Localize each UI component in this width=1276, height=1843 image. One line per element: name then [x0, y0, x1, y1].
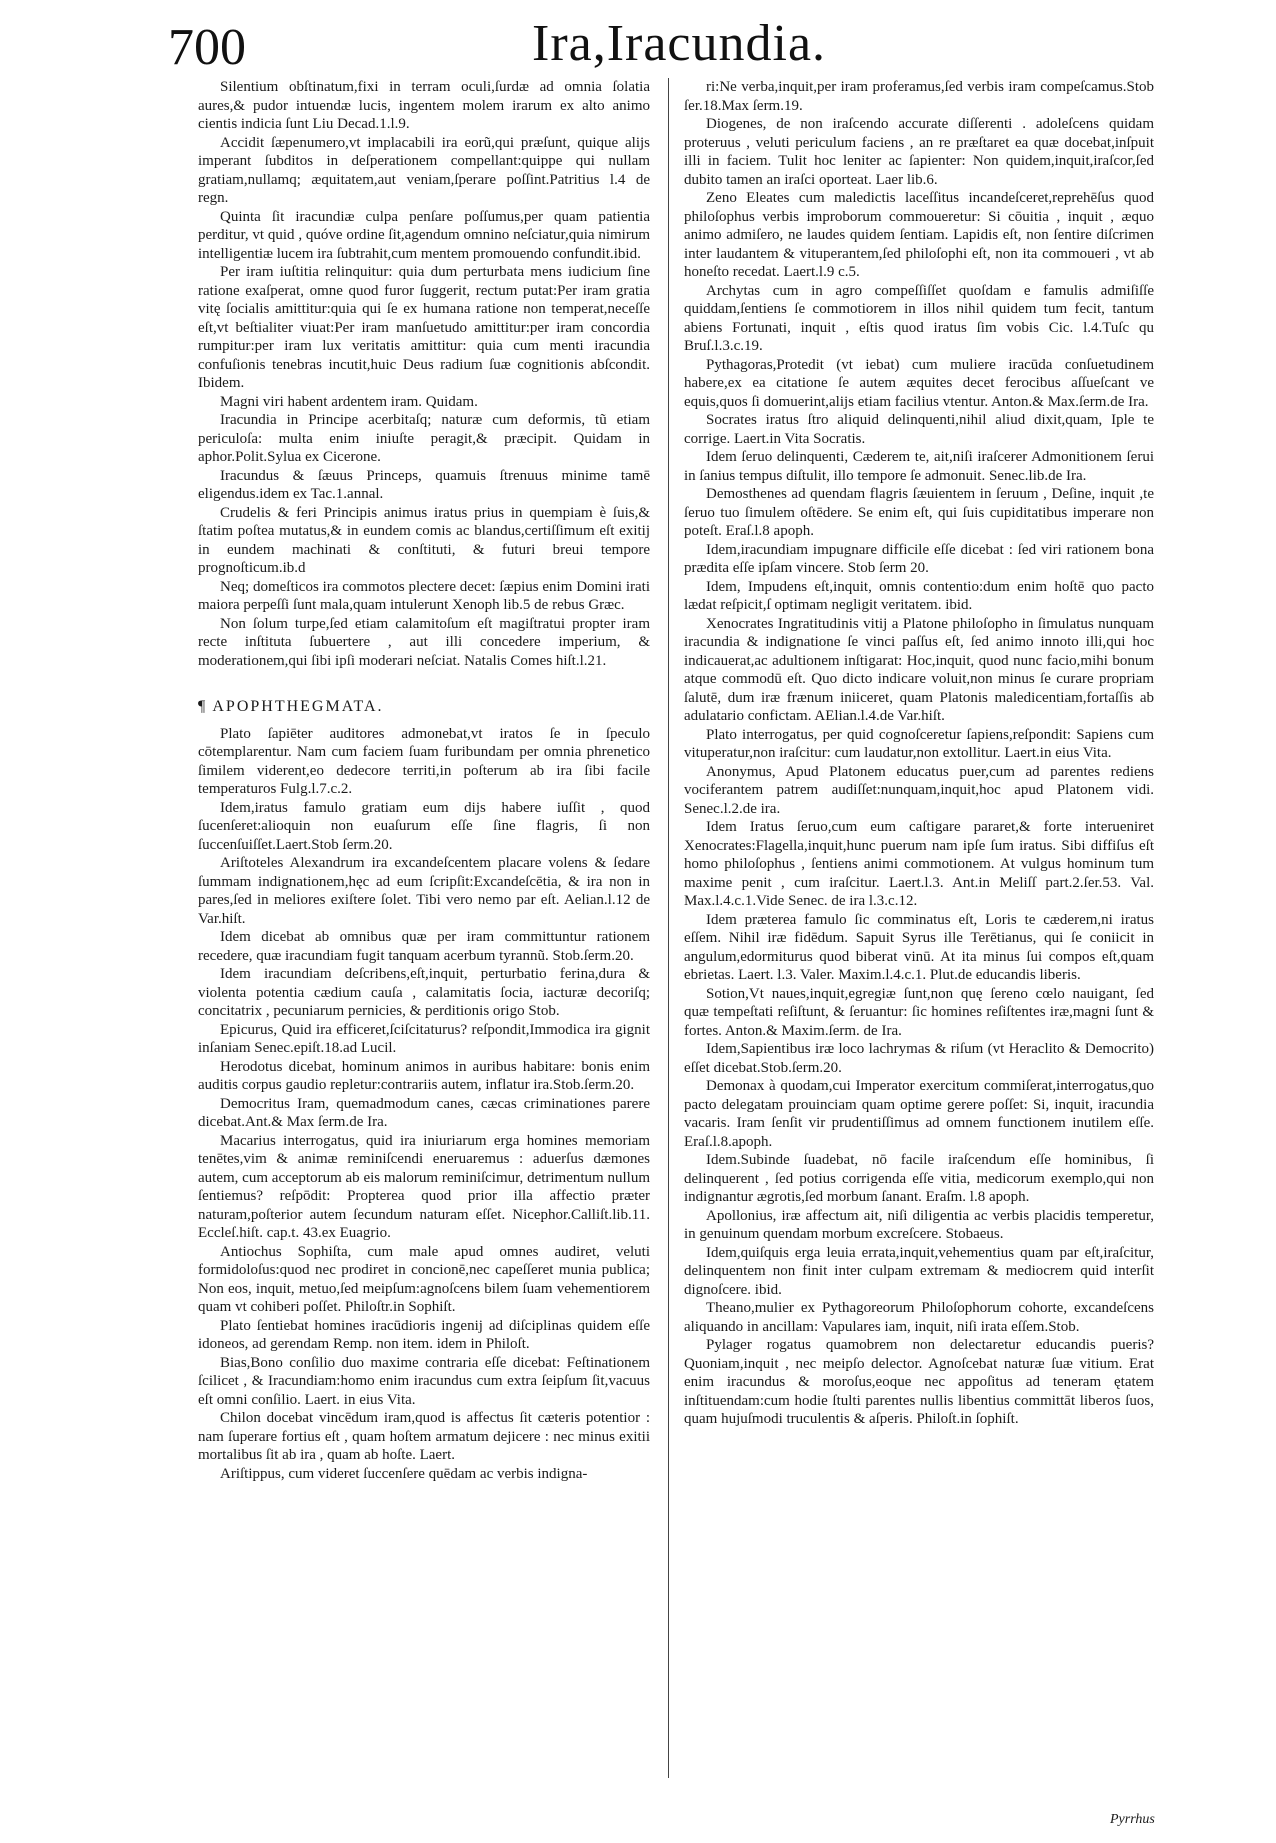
paragraph: Pylager rogatus quamobrem non delectaretur educandis pueris? Quoniam,inquit , nec meipſo delector. Agnoſcebat naturæ ſuæ vitium. Erat enim iracundus & moroſus,eoque nec appoſitus ad teneram ętatem inſtituendam:cum hodie ſtulti parentes nullis libentius committāt liberos ſuos, quam hujuſmodi truculentis & aſperis. Philoſt.in ſophiſt. — [684, 1337, 1154, 1427]
paragraph: Pythagoras,Protedit (vt iebat) cum muliere iracūda conſuetudinem habere,ex ea citatione ſe autem æquites decet ferocibus aſſueſcant ve equis,quos ſi domuerint,alijs etiam facilius vtentur. Anton.& Max.ſerm.de Ira. — [684, 356, 1154, 410]
paragraph: Zeno Eleates cum maledictis laceſſitus incandeſceret,reprehēſus quod philoſophus verbis improborum commoueretur: Si cōuitia , inquit , æquo animo admiſero, ne laudes quidem ſentiam. Lapidis eſt, non ſentire diſcrimen inter laudantem & vituperantem,ſed philoſophi eſt, non ita commoueri , vt ab honeſto recedat. Laert.l.9 c.5. — [684, 190, 1154, 280]
paragraph: Quinta ſit iracundiæ culpa penſare poſſumus,per quam patientia perditur, vt quid , quóve ordine ſit,agendum omnino neſciatur,quia nimirum intelligentiæ lucem ira ſubtrahit,cum mentem promouendo confundit.ibid. — [198, 208, 650, 262]
paragraph: Plato interrogatus, per quid cognoſceretur ſapiens,reſpondit: Sapiens cum vituperatur,non iraſcitur: cum laudatur,non extollitur. Laert.in eius Vita. — [684, 726, 1154, 761]
paragraph: Iracundia in Principe acerbitaſq; naturæ cum deformis, tũ etiam periculoſa: multa enim iniuſte peragit,& præcipit. Quidam in aphor.Polit.Sylua ex Cicerone. — [198, 412, 650, 465]
paragraph: Idem,iratus famulo gratiam eum dijs habere iuſſit , quod ſucenſeret:alioquin non euaſurum eſſe ſine flagris, ſi non ſuccenſuiſſet.Laert.Stob ſerm.20. — [198, 799, 650, 853]
paragraph: Idem,iracundiam impugnare difficile eſſe dicebat : ſed viri rationem bona prædita eſſe ipſam vincere. Stob ſerm 20. — [684, 541, 1154, 576]
paragraph: Chilon docebat vincēdum iram,quod is affectus ſit cæteris potentior : nam ſuperare fortius eſt , quam hoſtem armatum dejicere : nec minus exitii mortalibus ſit ab ira , quam ab hoſte. Laert. — [198, 1410, 650, 1463]
running-title: Ira,Iracundia. — [532, 15, 827, 72]
paragraph: Bias,Bono conſilio duo maxime contraria eſſe dicebat: Feſtinationem ſcilicet , & Iracundiam:homo enim iracundus cum extra ſeipſum ſit,vacuus eſt omni conſilio. Laert. in eius Vita. — [198, 1354, 650, 1408]
paragraph: Idem præterea famulo ſic comminatus eſt, Loris te cæderem,ni iratus eſſem. Nihil iræ fidēdum. Sapuit Syrus ille Terētianus, qui ſe coniicit in angulum,edormiturus quod biberat vinū. At ita minus ſui compos eſt,quam ebrietas. Laert. l.3. Valer. Maxim.l.4.c.1. Plut.de educandis liberis. — [684, 911, 1154, 983]
right-column — [684, 78, 1154, 1429]
paragraph: Accidit ſæpenumero,vt implacabili ira eorũ,qui præſunt, quique alijs imperant ſubditos in deſperationem compellant:quippe qui nullam gratiam,nullamq; æquitatem,aut veniam,ſperare poſſint.Patritius l.4 de regn. — [198, 134, 650, 206]
paragraph: Theano,mulier ex Pythagoreorum Philoſophorum cohorte, excandeſcens aliquando in ancillam: Vapulares iam, inquit, niſi irata eſſem.Stob. — [684, 1300, 1154, 1335]
paragraph: Demosthenes ad quendam flagris ſæuientem in ſeruum , Deſine, inquit ,te ſeruo tuo ſimulem oſtēdere. Se enim eſt, qui ſuis cupiditatibus imperare non poteſt. Eraſ.l.8 apoph. — [684, 486, 1154, 539]
paragraph: Idem Iratus ſeruo,cum eum caſtigare pararet,& forte interueniret Xenocrates:Flagella,inquit,hunc puerum nam ipſe ſum iratus. Sibi diffiſus eſt homo philoſophus , ſentiens animi commotionem. At vulgus hominum tum maxime penit , cum iraſcitur. Laert.l.3. Ant.in Meliſſ part.2.ſer.53. Val. Max.l.4.c.1.Vide Senec. de ira l.3.c.12. — [684, 819, 1154, 909]
paragraph: Socrates iratus ſtro aliquid delinquenti,nihil aliud dixit,quam, Iple te corrige. Laert.in Vita Socratis. — [684, 412, 1154, 447]
paragraph: Democritus Iram, quemadmodum canes, cæcas criminationes parere dicebat.Ant.& Max ſerm.de Ira. — [198, 1095, 650, 1130]
paragraph: Plato ſapiēter auditores admonebat,vt iratos ſe in ſpeculo cōtemplarentur. Nam cum faciem ſuam furibundam per omnia phrenetico ſimilem viderent,eo dedecore territi,in poſterum ab ira ſibi facile temperaturos Fulg.l.7.c.2. — [198, 725, 650, 797]
column-divider — [668, 78, 669, 1778]
paragraph: Demonax à quodam,cui Imperator exercitum commiſerat,interrogatus,quo pacto delegatam prouinciam quam optime gerere poſſet: Si, inquit, iracundia vacaris. Iram ſenſit vir prudentiſſimus ad omnem functionem inutilem eſſe. Eraſ.l.8.apoph. — [684, 1078, 1154, 1150]
section-heading: ¶ APOPHTHEGMATA. — [198, 698, 384, 715]
paragraph: Antiochus Sophiſta, cum male apud omnes audiret, veluti formidoloſus:quod nec prodiret in concionē,nec capeſſeret munia publica; Non eos, inquit, metuo,ſed meipſum:agnoſcens bilem ſuam vehementiorem quam vt cohiberi poſſet. Philoſtr.in Sophiſt. — [198, 1243, 650, 1315]
paragraph: Idem.Subinde ſuadebat, nō facile iraſcendum eſſe hominibus, ſi delinquerent , ſed potius corrigenda eſſe vitia, medicorum exemplo,qui non indignantur ægrotis,ſed morbum ſanant. Eraſm. l.8 apoph. — [684, 1152, 1154, 1205]
paragraph: Neq; domeſticos ira commotos plectere decet: ſæpius enim Domini irati maiora perpeſſi ſunt mala,quam intulerunt Xenoph lib.5 de rebus Græc. — [198, 578, 650, 613]
paragraph: Idem, Impudens eſt,inquit, omnis contentio:dum enim hoſtē quo pacto lædat reſpicit,ſ optimam negligit veritatem. ibid. — [684, 578, 1154, 613]
paragraph: Epicurus, Quid ira efficeret,ſciſcitaturus? reſpondit,Immodica ira gignit inſaniam Senec.epiſt.18.ad Lucil. — [198, 1021, 650, 1056]
paragraph: Anonymus, Apud Platonem educatus puer,cum ad parentes rediens vociferantem patrem audiſſet:nunquam,inquit,hoc apud Platonem vidi. Senec.l.2.de ira. — [684, 763, 1154, 817]
paragraph: Plato ſentiebat homines iracūdioris ingenij ad diſciplinas quidem eſſe idoneos, ad gerendam Remp. non item. idem in Philoſt. — [198, 1317, 650, 1352]
paragraph: Ariſtoteles Alexandrum ira excandeſcentem placare volens & ſedare ſummam indignationem,hęc ad eum ſcripſit:Excandeſcētia, & ira non in pares,ſed in meliores exiſtere ſolet. Tibi vero nemo par eſt. Aelian.l.12 de Var.hiſt. — [198, 855, 650, 927]
paragraph: Idem dicebat ab omnibus quæ per iram committuntur rationem recedere, quæ iracundiam fugit tanquam acerbum tyrannũ. Stob.ſerm.20. — [198, 929, 650, 964]
paragraph: Diogenes, de non iraſcendo accurate diſſerenti . adoleſcens quidam proteruus , veluti periculum faciens , an re præſtaret ea quæ docebat,inſpuit illi in faciem. Tulit hoc leniter ac ſapienter: Non quidem,inquit,iraſcor,ſed dubito tamen an iraſci oporteat. Laer lib.6. — [684, 116, 1154, 188]
paragraph: Iracundus & ſæuus Princeps, quamuis ſtrenuus minime tamē eligendus.idem ex Tac.1.annal. — [198, 467, 650, 502]
paragraph: Per iram iuſtitia relinquitur: quia dum perturbata mens iudicium ſine ratione exaſperat, omne quod furor ſuggerit, rectum putat:Per iram gratia vitę ſocialis amittitur:quia qui ſe ex humana ratione non temperat,neceſſe eſt,vt beſtialiter viuat:Per iram manſuetudo amittitur:per iram concordia rumpitur:per iram lux veritatis amittitur: quia cum menti iracundia confuſionis tenebras incutit,huic Deus radium ſuæ cognitionis abſcondit. Ibidem. — [198, 264, 650, 391]
paragraph: Xenocrates Ingratitudinis vitij a Platone philoſopho in ſimulatus nunquam iracundia & indignatione ſe vinci paſſus eſt, ſed animo innoto illi,qui hoc indicauerat,ac adultionem inſtigarat: Hoc,inquit, quod nunc facio,mihi bonum atque commodū eſt. Quo dicto indicare voluit,non minus ſe curare propriam ſalutē, dum iræ frænum iniiceret, quam Platonis maledicentiam,fortaſſis ab adulatario confictam. AElian.l.4.de Var.hiſt. — [684, 615, 1154, 724]
paragraph: Archytas cum in agro compeſſiſſet quoſdam e famulis admiſiſſe quiddam,ſentiens ſe commotiorem in illos nihil quidem tum fecit, tantum abiens Fortunati, inquit , eſtis quod iratus ſim vobis Cic. l.4.Tuſc qu Bruſ.l.3.c.19. — [684, 282, 1154, 354]
paragraph: Idem,Sapientibus iræ loco lachrymas & riſum (vt Heraclito & Democrito) eſſet dicebat.Stob.ſerm.20. — [684, 1041, 1154, 1076]
paragraph: Macarius interrogatus, quid ira iniuriarum erga homines memoriam tenētes,vim & animæ reminiſcendi eneruaremus : aduerſus dæmones autem, cum acceptorum ab eis malorum reminiſcimur, detrimentum nullum ſentiemus? reſpōdit: Propterea quod prior illa affectio præter naturam,poſterior autem ſecundum naturam eſſet. Nicephor.Calliſt.lib.11. Eccleſ.hiſt. cap.t. 43.ex Euagrio. — [198, 1132, 650, 1241]
paragraph: Idem ſeruo delinquenti, Cæderem te, ait,niſi iraſcerer Admonitionem ſerui in ſanius tempus diſtulit, illo tempore ſe admonuit. Senec.lib.de Ira. — [684, 449, 1154, 484]
paragraph: Apollonius, iræ affectum ait, niſi diligentia ac verbis placidis temperetur, in genuinum quendam morbum excreſcere. Stobaeus. — [684, 1207, 1154, 1242]
paragraph: ri:Ne verba,inquit,per iram proferamus,ſed verbis iram compeſcamus.Stob ſer.18.Max ſerm.19. — [684, 79, 1154, 114]
left-column — [198, 78, 650, 1483]
paragraph: Ariſtippus, cum videret ſuccenſere quēdam ac verbis indigna- — [220, 1465, 588, 1482]
paragraph: Magni viri habent ardentem iram. Quidam. — [220, 393, 478, 410]
paragraph: Silentium obſtinatum,fixi in terram oculi,ſurdæ ad omnia ſolatia aures,& pudor intuendæ lucis, ingentem molem irarum ex alto animo cientis indicia ſunt Liu Decad.1.l.9. — [198, 79, 650, 132]
catchword: Pyrrhus — [1110, 1812, 1155, 1827]
paragraph: Sotion,Vt naues,inquit,egregiæ ſunt,non quę ſereno cœlo nauigant, ſed quæ tempeſtati reſiſtunt, & ſeruantur: ſic homines reſiſtentes iræ,magni ſunt & fortes. Anton.& Maxim.ſerm. de Ira. — [684, 985, 1154, 1039]
paragraph: Non ſolum turpe,ſed etiam calamitoſum eſt magiſtratui propter iram recte inſtituta ſubuertere , aut illi concedere imperium, & moderationem,qui ſibi ipſi moderari neſciat. Natalis Comes hiſt.l.21. — [198, 615, 650, 669]
paragraph: Crudelis & feri Principis animus iratus prius in quempiam è ſuis,& ſtatim poſtea mutatus,& in eundem comis ac blandus,certiſſimum eſt exitij in eundem machinati & conſtituti, & futuri breui tempore prognoſticum.ib.d — [198, 504, 650, 576]
paragraph: Idem,quiſquis erga leuia errata,inquit,vehementius quam par eſt,iraſcitur, delinquentem non finit inter culpam extremam & mediocrem quid interſit dignoſcere. ibid. — [684, 1244, 1154, 1298]
paragraph: Idem iracundiam deſcribens,eſt,inquit, perturbatio ferina,dura & violenta potentia cædium cauſa , calamitatis ſocia, iacturæ decoriſq; concitatrix , pecuniarum pernicies, & perditionis origo Stob. — [198, 966, 650, 1019]
page-number: 700 — [168, 19, 246, 76]
paragraph: Herodotus dicebat, hominum animos in auribus habitare: bonis enim auditis corpus gaudio repletur:contrariis autem, inflatur ira.Stob.ſerm.20. — [198, 1058, 650, 1093]
